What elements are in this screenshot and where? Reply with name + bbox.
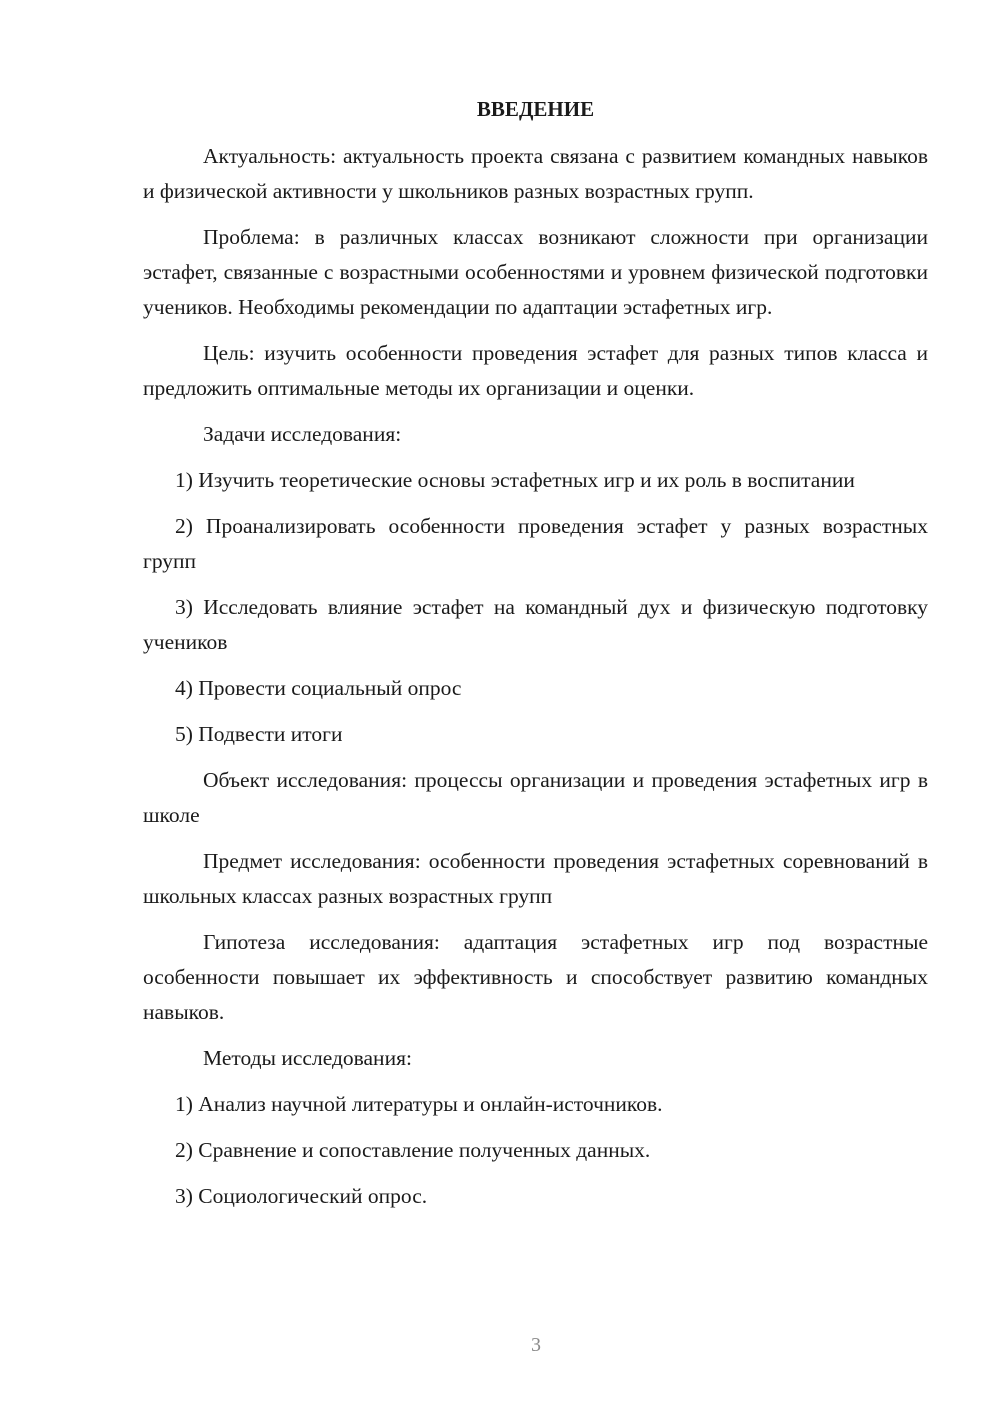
- task-item-4: 4) Провести социальный опрос: [175, 676, 462, 700]
- page-number: 3: [531, 1334, 541, 1356]
- subject-paragraph: Предмет исследования: особенности проведения эстафетных соревнований в школьных классах разных возрастных групп: [143, 849, 928, 908]
- document-page: [143, 92, 928, 1225]
- hypothesis-paragraph: Гипотеза исследования: адаптация эстафетных игр под возрастные особенности повышает их эффективность и способствует развитию командных навыков.: [143, 930, 928, 1024]
- problem-paragraph: Проблема: в различных классах возникают сложности при организации эстафет, связанные с возрастными особенностями и уровнем физической подготовки учеников. Необходимы рекомендации по адаптации эстафетных игр.: [143, 225, 928, 319]
- task-item-2: 2) Проанализировать особенности проведения эстафет у разных возрастных групп: [143, 514, 928, 573]
- object-paragraph: Объект исследования: процессы организации и проведения эстафетных игр в школе: [143, 768, 928, 827]
- task-item-1: 1) Изучить теоретические основы эстафетных игр и их роль в воспитании: [175, 468, 855, 492]
- goal-paragraph: Цель: изучить особенности проведения эстафет для разных типов класса и предложить оптимальные методы их организации и оценки.: [143, 341, 928, 400]
- section-title: ВВЕДЕНИЕ: [476, 97, 595, 121]
- tasks-heading: Задачи исследования:: [203, 422, 402, 446]
- task-item-5: 5) Подвести итоги: [175, 722, 343, 746]
- task-item-3: 3) Исследовать влияние эстафет на командный дух и физическую подготовку учеников: [143, 595, 928, 654]
- methods-heading: Методы исследования:: [203, 1046, 412, 1070]
- method-item-3: 3) Социологический опрос.: [175, 1184, 428, 1208]
- method-item-2: 2) Сравнение и сопоставление полученных данных.: [175, 1138, 651, 1162]
- relevance-paragraph: Актуальность: актуальность проекта связана с развитием командных навыков и физической активности у школьников разных возрастных групп.: [143, 144, 928, 203]
- method-item-1: 1) Анализ научной литературы и онлайн-источников.: [175, 1092, 663, 1116]
